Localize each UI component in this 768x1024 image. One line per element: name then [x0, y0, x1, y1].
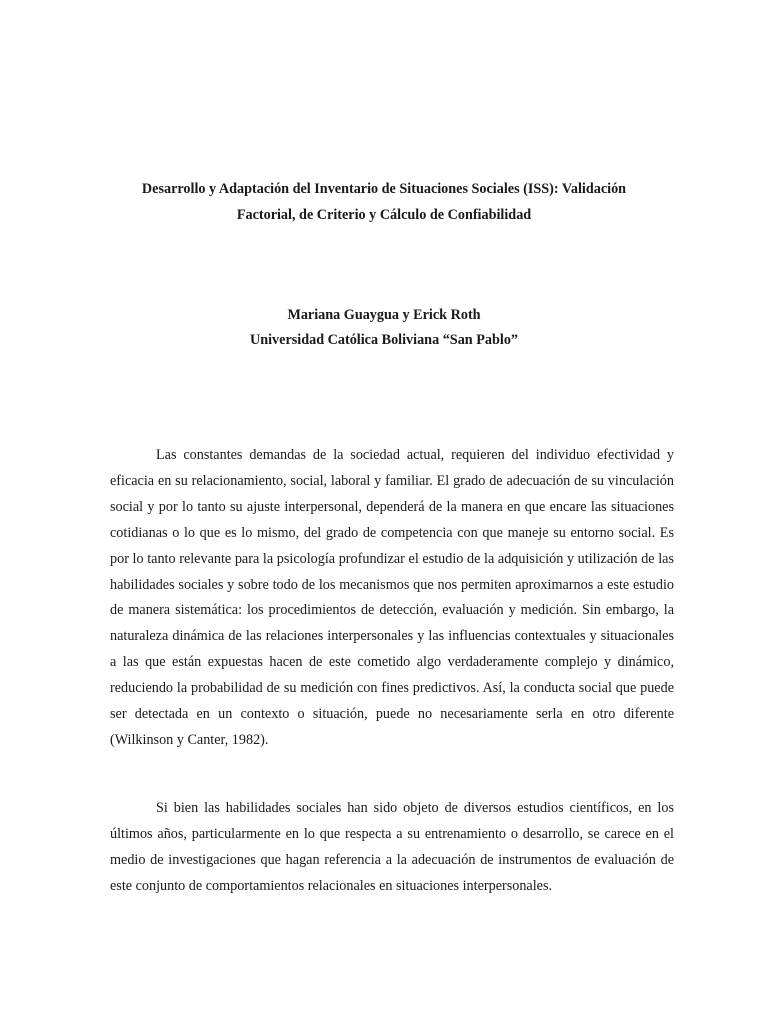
title-line-1: Desarrollo y Adaptación del Inventario de Situaciones Sociales (ISS): Validación — [141, 181, 627, 197]
title-line-2: Factorial, de Criterio y Cálculo de Confiabilidad — [236, 207, 532, 223]
document-title — [90, 176, 678, 228]
author-block — [90, 303, 678, 353]
body-paragraph-1 — [110, 443, 674, 754]
paragraph-text: Las constantes demandas de la sociedad actual, requieren del individuo efectividad y eficacia en su relacionamiento, social, laboral y familiar. El grado de adecuación de su vinculación social y por lo tanto su ajuste interpersonal, dependerá de la manera en que encare las situaciones cotidianas o lo que es lo mismo, del grado de competencia con que maneje su entorno social. Es por lo tanto relevante para la psicología profundizar el estudio de la adquisición y utilización de las habilidades sociales y sobre todo de los mecanismos que nos permiten aproximarnos a este estudio de manera sistemática: los procedimientos de detección, evaluación y medición. Sin embargo, la naturaleza dinámica de las relaciones interpersonales y las influencias contextuales y situacionales a las que están expuestas hacen de este cometido algo verdaderamente complejo y dinámico, reduciendo la probabilidad de su medición con fines predictivos. Así, la conducta social que puede ser detectada en un contexto o situación, puede no necesariamente serla en otro diferente (Wilkinson y Canter, 1982). — [110, 447, 674, 748]
author-names: Mariana Guaygua y Erick Roth — [287, 307, 481, 323]
body-paragraph-2 — [110, 796, 674, 900]
author-affiliation: Universidad Católica Boliviana “San Pablo” — [249, 332, 519, 348]
paragraph-text: Si bien las habilidades sociales han sido objeto de diversos estudios científicos, en los últimos años, particularmente en lo que respecta a su entrenamiento o desarrollo, se carece en el medio de investigaciones que hagan referencia a la adecuación de instrumentos de evaluación de este conjunto de comportamientos relacionales en situaciones interpersonales. — [110, 800, 674, 894]
